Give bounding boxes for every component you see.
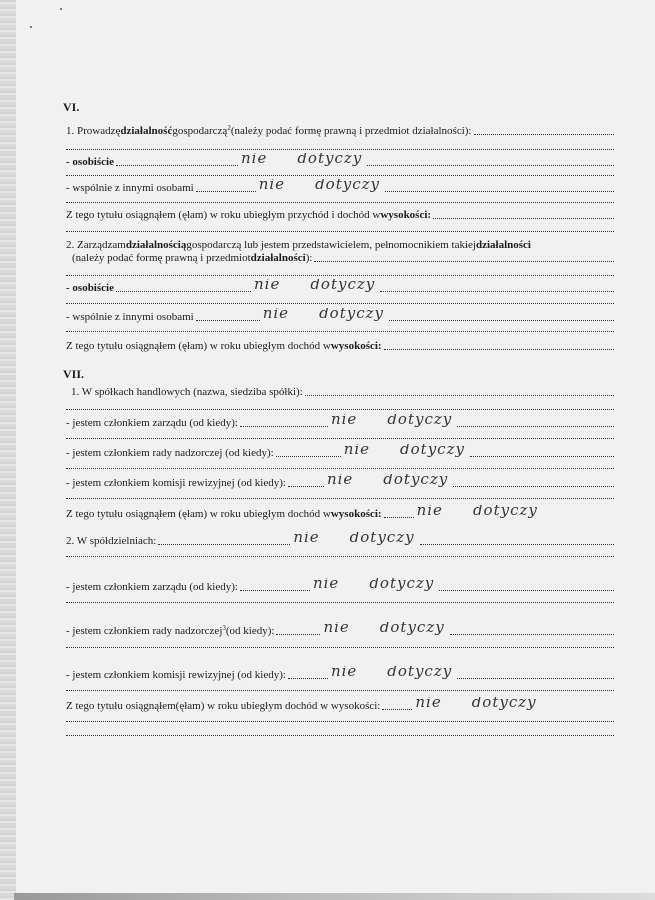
answer-dotted-line[interactable]: [66, 646, 614, 648]
answer-dotted-line[interactable]: [450, 633, 614, 635]
vii-q1-income-answer[interactable]: nie dotyczy: [416, 505, 538, 519]
vii-q2-question: [66, 532, 614, 548]
vii-q2-income-label: Z tego tytułu osiągnąłem(ęłam) w roku ubiegłym dochód w wysokości:: [66, 700, 381, 712]
answer-dotted-line[interactable]: [66, 330, 614, 332]
answer-dotted-line[interactable]: [66, 689, 614, 691]
vi-q1-wspolnie-label: - wspólnie z innymi osobami: [66, 182, 194, 194]
vi-q2-question: [66, 238, 614, 252]
footnote-ref: 2: [227, 124, 231, 132]
scan-shadow-edge: [0, 0, 16, 900]
vii-q1-zarzad-label: - jestem członkiem zarządu (od kiedy):: [66, 417, 238, 429]
vii-q1-komisja-answer[interactable]: nie dotyczy: [326, 474, 449, 488]
vii-q1-rada-row: [66, 444, 614, 460]
answer-dotted-line[interactable]: [384, 348, 614, 350]
vi-q1-income-bold: wysokości:: [380, 209, 432, 221]
answer-dotted-line[interactable]: [66, 174, 614, 176]
vii-q2-answer[interactable]: nie dotyczy: [293, 532, 415, 546]
vii-q2-rada-answer[interactable]: nie dotyczy: [323, 622, 445, 636]
vi-q2-line2-bold: działalności: [250, 252, 306, 264]
vi-q2-wspolnie-row: [66, 308, 614, 324]
vi-q1-income-row: [66, 208, 614, 222]
vi-q2-wspolnie-answer[interactable]: nie dotyczy: [262, 308, 384, 322]
answer-dotted-line[interactable]: [380, 290, 614, 292]
answer-dotted-line[interactable]: [66, 201, 614, 203]
vi-q1-text-mid: gospodarczą: [172, 125, 228, 137]
vii-q2-income-answer[interactable]: nie dotyczy: [415, 697, 537, 711]
vi-q2-osobiscie-label: - osobiście: [66, 282, 114, 294]
answer-dotted-line[interactable]: [439, 589, 614, 591]
answer-dotted-line[interactable]: [66, 437, 614, 439]
vi-q2-wspolnie-label: - wspólnie z innymi osobami: [66, 311, 194, 323]
answer-dotted-line[interactable]: [420, 543, 614, 545]
answer-dotted-line[interactable]: [457, 677, 614, 679]
vii-q1-income-row: [66, 505, 614, 521]
answer-dotted-line[interactable]: [66, 601, 614, 603]
vi-q1-question: [66, 124, 614, 138]
answer-dotted-line[interactable]: [66, 148, 614, 150]
answer-dotted-line[interactable]: [66, 302, 614, 304]
answer-dotted-line[interactable]: [66, 467, 614, 469]
scan-speck: [30, 26, 32, 28]
answer-dotted-line[interactable]: [389, 319, 614, 321]
vii-q2-komisja-answer[interactable]: nie dotyczy: [330, 666, 453, 680]
vi-q1-bold: działalność: [120, 125, 173, 137]
section-vi-heading: VI.: [63, 100, 80, 114]
answer-dotted-line[interactable]: [66, 497, 614, 499]
vii-q1-income-bold: wysokości:: [330, 508, 382, 520]
answer-dotted-line[interactable]: [470, 455, 614, 457]
answer-dotted-line[interactable]: [385, 190, 614, 192]
vi-q2-osobiscie-row: [66, 279, 614, 295]
vii-q2-rada-row: [66, 622, 614, 638]
vi-q1-text: 1. Prowadzę: [66, 125, 121, 137]
vi-q2-bold-end: działalności: [475, 239, 531, 251]
vii-q1-rada-answer[interactable]: nie dotyczy: [343, 444, 465, 458]
vi-q1-text-post: (należy podać formę prawną i przedmiot działalności):: [230, 125, 472, 137]
answer-dotted-line[interactable]: [457, 425, 614, 427]
vii-q2-komisja-label: - jestem członkiem komisji rewizyjnej (od kiedy):: [66, 669, 286, 681]
vii-q2-rada-label: - jestem członkiem rady nadzorczej: [66, 625, 223, 637]
vii-q1-rada-label: - jestem członkiem rady nadzorczej (od kiedy):: [66, 447, 274, 459]
answer-dotted-line[interactable]: [66, 274, 614, 276]
vii-q1-zarzad-answer[interactable]: nie dotyczy: [330, 414, 453, 428]
vi-q1-income-label: Z tego tytułu osiągnąłem (ęłam) w roku ubiegłym przychód i dochód w: [66, 209, 381, 221]
vi-q2-income-label: Z tego tytułu osiągnąłem (ęłam) w roku ubiegłym dochód w: [66, 340, 331, 352]
page-bottom-edge: [14, 893, 655, 900]
vi-q2-text: 2. Zarządzam: [66, 239, 126, 251]
vii-q2-rada-label-end: (od kiedy):: [225, 625, 275, 637]
vi-q1-osobiscie-answer[interactable]: nie dotyczy: [240, 153, 363, 167]
scan-speck: [60, 8, 62, 10]
vii-q1-income-label: Z tego tytułu osiągnąłem (ęłam) w roku ubiegłym dochód w: [66, 508, 331, 520]
vi-q2-bold: działalnością: [125, 239, 187, 251]
answer-dotted-line[interactable]: [453, 485, 614, 487]
vi-q2-income-bold: wysokości:: [330, 340, 382, 352]
vii-q1-komisja-row: [66, 474, 614, 490]
footnote-ref: 3: [222, 624, 226, 632]
answer-dotted-line[interactable]: [367, 164, 614, 166]
vii-q1-komisja-label: - jestem członkiem komisji rewizyjnej (od kiedy):: [66, 477, 286, 489]
vii-q1-question: [71, 385, 614, 399]
vii-q2-label: 2. W spółdzielniach:: [66, 535, 157, 547]
vi-q1-wspolnie-answer[interactable]: nie dotyczy: [258, 179, 380, 193]
answer-dotted-line[interactable]: [66, 720, 614, 722]
vii-q2-zarzad-label: - jestem członkiem zarządu (od kiedy):: [66, 581, 238, 593]
vi-q2-osobiscie-answer[interactable]: nie dotyczy: [253, 279, 376, 293]
vii-q2-income-row: [66, 697, 614, 713]
answer-dotted-line[interactable]: [474, 133, 615, 135]
vii-q1-label: 1. W spółkach handlowych (nazwa, siedziba spółki):: [71, 386, 303, 398]
answer-dotted-line[interactable]: [433, 217, 614, 219]
answer-dotted-line[interactable]: [66, 734, 614, 736]
answer-dotted-line[interactable]: [305, 394, 614, 396]
vi-q1-osobiscie-row: [66, 153, 614, 169]
vi-q1-osobiscie-label: - osobiście: [66, 156, 114, 168]
answer-dotted-line[interactable]: [314, 260, 614, 262]
vi-q2-line2-text: (należy podać formę prawną i przedmiot: [72, 252, 251, 264]
answer-dotted-line[interactable]: [66, 230, 614, 232]
vi-q2-question-line2: [72, 251, 614, 265]
vi-q2-line2-post: ):: [305, 252, 313, 264]
vii-q2-zarzad-answer[interactable]: nie dotyczy: [312, 578, 435, 592]
vi-q2-text-post: gospodarczą lub jestem przedstawicielem, pełnomocnikiem takiej: [186, 239, 476, 251]
vii-q2-komisja-row: [66, 666, 614, 682]
answer-dotted-line[interactable]: [66, 555, 614, 557]
vii-q1-zarzad-row: [66, 414, 614, 430]
answer-dotted-line[interactable]: [66, 408, 614, 410]
vi-q1-wspolnie-row: [66, 179, 614, 195]
vii-q2-zarzad-row: [66, 578, 614, 594]
section-vii-heading: VII.: [63, 367, 85, 381]
vi-q2-income-row: [66, 339, 614, 353]
